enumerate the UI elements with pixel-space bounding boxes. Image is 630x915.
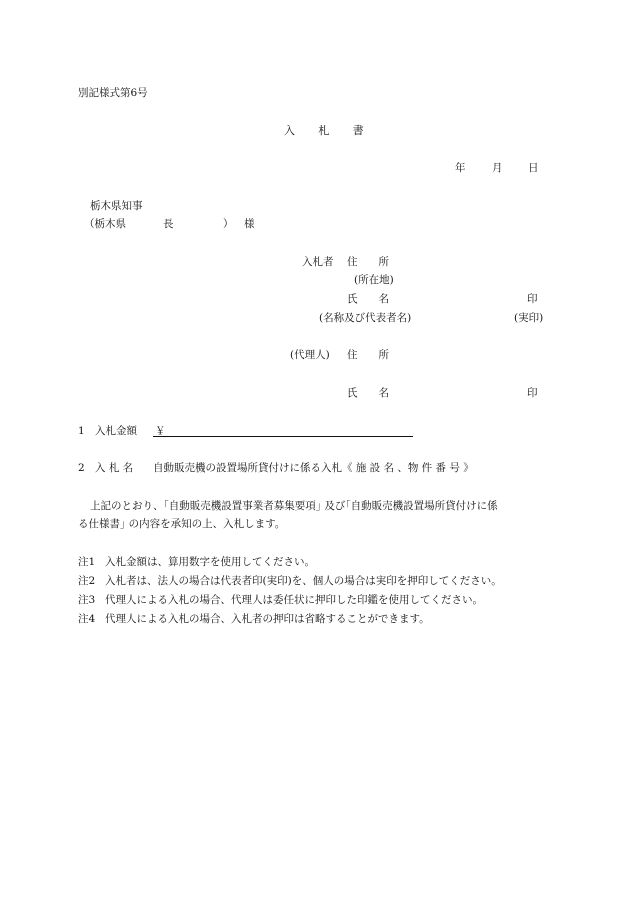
date-day: 日 xyxy=(528,162,539,174)
page-title: 入 札 書 xyxy=(284,124,374,137)
bidder-seal: 印 xyxy=(527,293,538,305)
addressee-close: ） xyxy=(223,218,234,230)
bidder-name-label: 氏 名 xyxy=(347,293,389,305)
addressee-head: 長 xyxy=(163,218,174,230)
item1-label: 入札金額 xyxy=(95,425,137,437)
agent-address-label: 住 所 xyxy=(347,349,389,361)
note-label: 注1 xyxy=(78,556,96,568)
note-text: 入札者は、法人の場合は代表者印(実印)を、個人の場合は実印を押印してください。 xyxy=(105,575,502,587)
agent-seal: 印 xyxy=(527,387,538,399)
item2-label: 入 札 名 xyxy=(95,462,134,474)
item2-number: 2 xyxy=(78,462,85,474)
bidder-address-sub: (所在地) xyxy=(354,274,394,286)
form-number: 別記様式第6号 xyxy=(78,87,148,99)
note-text: 代理人による入札の場合、代理人は委任状に押印した印鑑を使用してください。 xyxy=(105,594,483,606)
note-label: 注2 xyxy=(78,575,96,587)
bidder-name-sub: (名称及び代表者名) xyxy=(319,312,412,324)
bidder-address-label: 住 所 xyxy=(347,256,389,268)
addressee-honorific: 様 xyxy=(244,218,255,230)
note-label: 注4 xyxy=(78,613,96,625)
bidder-label: 入札者 xyxy=(302,256,334,268)
agent-name-label: 氏 名 xyxy=(347,387,389,399)
item1-currency: ￥ xyxy=(155,425,166,437)
addressee-title: 栃木県知事 xyxy=(90,200,143,212)
amount-input-line xyxy=(153,436,413,437)
date-year: 年 xyxy=(455,162,466,174)
note-label: 注3 xyxy=(78,594,96,606)
item2-text: 自動販売機の設置場所貸付けに係る入札《 施 設 名 、物 件 番 号 》 xyxy=(153,462,474,474)
agent-label: (代理人) xyxy=(290,349,330,361)
note-text: 入札金額は、算用数字を使用してください。 xyxy=(105,556,315,568)
addressee-prefecture: （栃木県 xyxy=(84,218,126,230)
item1-number: 1 xyxy=(78,425,85,437)
body-line-1: 上記のとおり、｢自動販売機設置事業者募集要項｣ 及び｢自動販売機設置場所貸付けに係 xyxy=(90,500,498,512)
bidder-seal-sub: (実印) xyxy=(514,312,544,324)
body-line-2: る仕様書｣ の内容を承知の上、入札します。 xyxy=(78,518,286,530)
date-month: 月 xyxy=(492,162,503,174)
note-text: 代理人による入札の場合、入札者の押印は省略することができます。 xyxy=(105,613,430,625)
